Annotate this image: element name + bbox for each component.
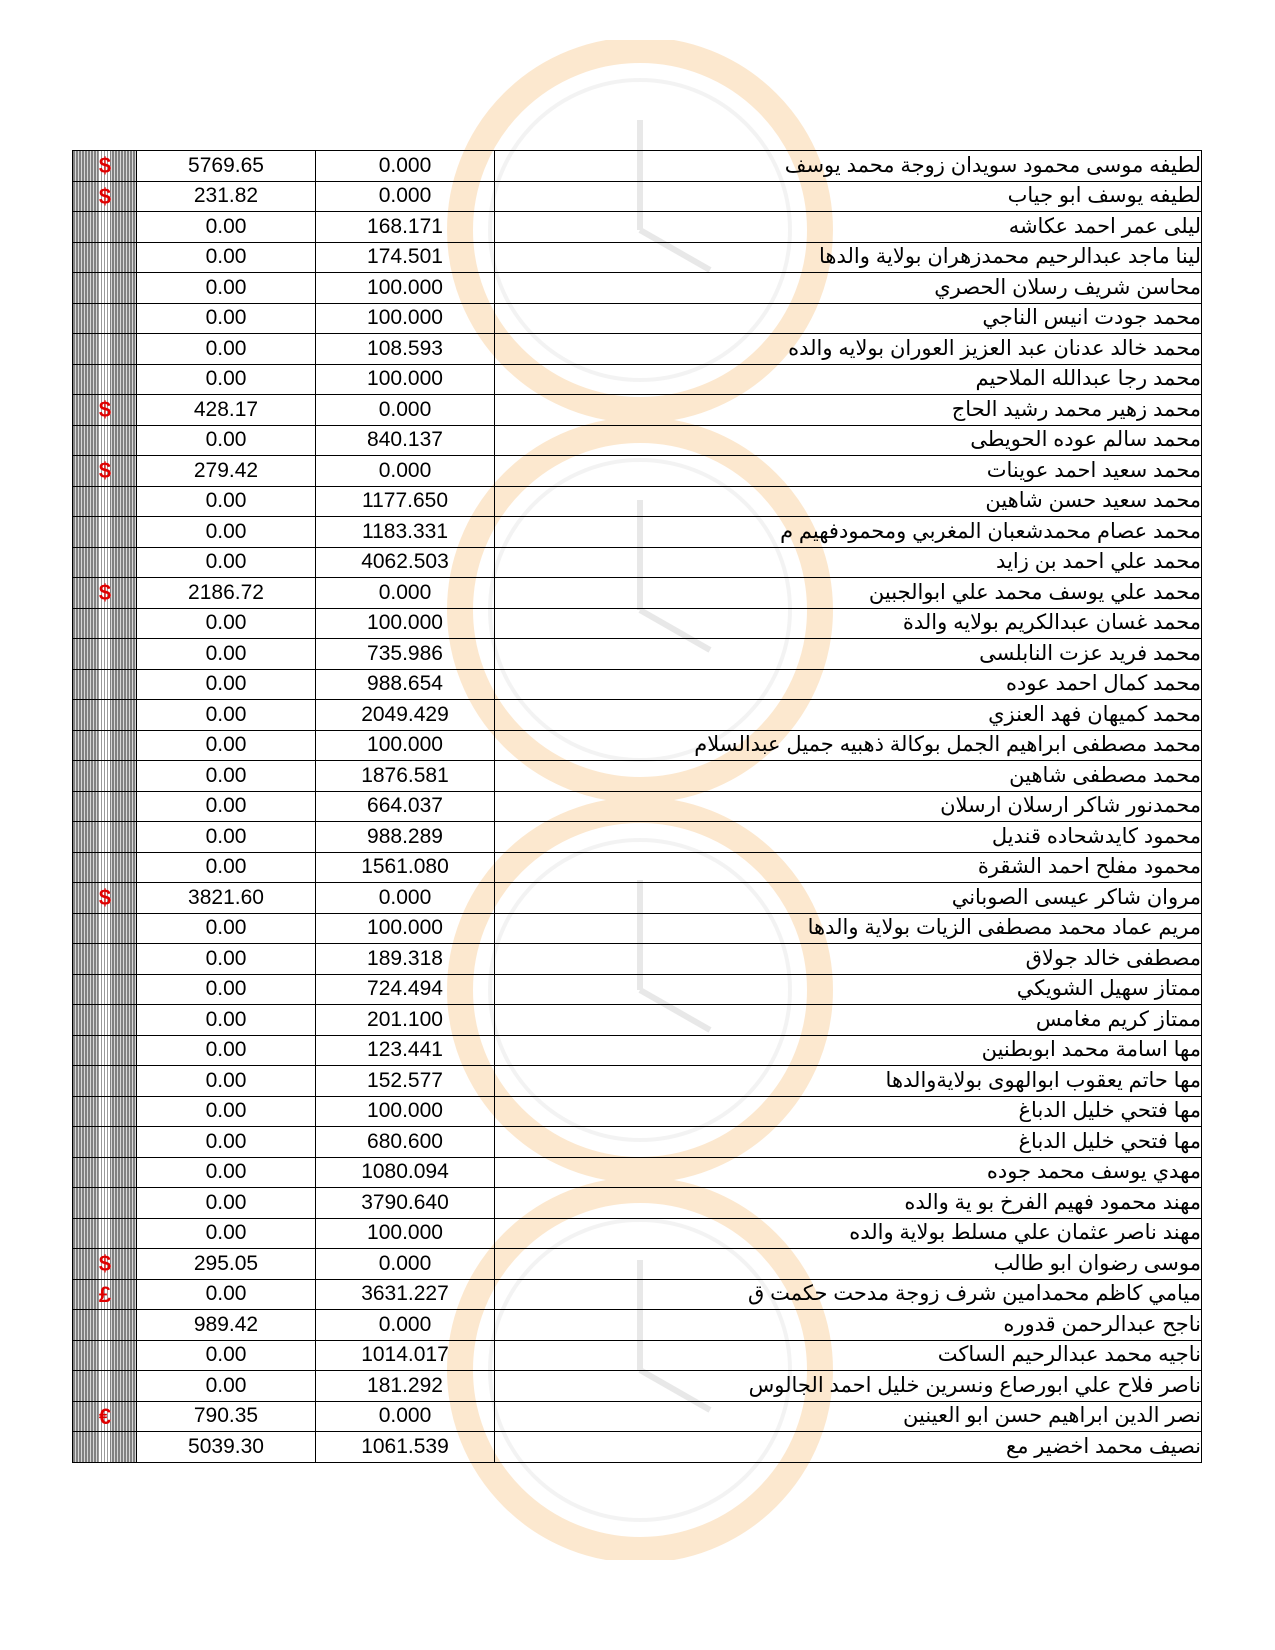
marker-band [98, 304, 110, 334]
name-cell: مها فتحي خليل الدباغ [495, 1127, 1202, 1158]
marker-band [98, 1127, 110, 1157]
name-cell: مهند ناصر عثمان علي مسلط بولاية والده [495, 1218, 1202, 1249]
table-row [73, 852, 1202, 883]
amount-cell: 0.00 [137, 1157, 316, 1188]
currency-symbol: $ [98, 885, 112, 910]
amount-cell: 0.00 [137, 944, 316, 975]
currency-marker-cell [73, 1035, 137, 1066]
name-cell: مها اسامة محمد ابوبطنين [495, 1035, 1202, 1066]
name-cell: ناصر فلاح علي ابورصاع ونسرين خليل احمد الجالوس [495, 1371, 1202, 1402]
amount-cell: 0.00 [137, 1035, 316, 1066]
currency-marker-cell [73, 700, 137, 731]
marker-band [98, 273, 110, 303]
name-cell: محمد خالد عدنان عبد العزيز العوران بولايه والده [495, 334, 1202, 365]
name-cell: محمد عصام محمدشعبان المغربي ومحمودفهيم م [495, 517, 1202, 548]
balance-cell: 152.577 [316, 1066, 495, 1097]
currency-marker-cell [73, 1401, 137, 1432]
name-cell: محمد مصطفى شاهين [495, 761, 1202, 792]
name-cell: نصيف محمد اخضير مع [495, 1432, 1202, 1463]
amount-cell: 0.00 [137, 730, 316, 761]
balance-cell: 1080.094 [316, 1157, 495, 1188]
balance-cell: 100.000 [316, 730, 495, 761]
currency-marker-cell [73, 1096, 137, 1127]
table-row [73, 151, 1202, 182]
name-cell: مروان شاكر عيسى الصوباني [495, 883, 1202, 914]
balance-cell: 988.289 [316, 822, 495, 853]
balance-cell: 0.000 [316, 1401, 495, 1432]
currency-marker-cell [73, 334, 137, 365]
amount-cell: 0.00 [137, 273, 316, 304]
table-row [73, 425, 1202, 456]
name-cell: ناجح عبدالرحمن قدوره [495, 1310, 1202, 1341]
currency-marker-cell [73, 303, 137, 334]
currency-marker-cell [73, 1066, 137, 1097]
table-row [73, 974, 1202, 1005]
amount-cell: 0.00 [137, 669, 316, 700]
balance-cell: 1561.080 [316, 852, 495, 883]
amount-cell: 0.00 [137, 517, 316, 548]
balance-cell: 168.171 [316, 212, 495, 243]
marker-band [98, 548, 110, 578]
amount-cell: 0.00 [137, 1340, 316, 1371]
balance-cell: 0.000 [316, 1249, 495, 1280]
balance-cell: 1014.017 [316, 1340, 495, 1371]
marker-band [98, 1371, 110, 1401]
amount-cell: 0.00 [137, 852, 316, 883]
table-row [73, 1005, 1202, 1036]
table-row [73, 456, 1202, 487]
amount-cell: 0.00 [137, 913, 316, 944]
balance-cell: 3790.640 [316, 1188, 495, 1219]
currency-symbol: $ [98, 153, 112, 178]
name-cell: محمد كميهان فهد العنزي [495, 700, 1202, 731]
currency-marker-cell [73, 1005, 137, 1036]
name-cell: محمد علي احمد بن زايد [495, 547, 1202, 578]
table-row [73, 1096, 1202, 1127]
table-row [73, 761, 1202, 792]
name-cell: محمد مصطفى ابراهيم الجمل بوكالة ذهبيه جميل عبدالسلام [495, 730, 1202, 761]
amount-cell: 0.00 [137, 1096, 316, 1127]
marker-band [98, 975, 110, 1005]
name-cell: محمد كمال احمد عوده [495, 669, 1202, 700]
marker-band [98, 792, 110, 822]
name-cell: محمد غسان عبدالكريم بولايه والدة [495, 608, 1202, 639]
name-cell: موسى رضوان ابو طالب [495, 1249, 1202, 1280]
balance-cell: 0.000 [316, 578, 495, 609]
currency-symbol: £ [98, 1281, 112, 1307]
amount-cell: 231.82 [137, 181, 316, 212]
amount-cell: 0.00 [137, 212, 316, 243]
amount-cell: 0.00 [137, 1066, 316, 1097]
table-row [73, 669, 1202, 700]
balance-cell: 100.000 [316, 273, 495, 304]
currency-marker-cell [73, 1279, 137, 1310]
table-row [73, 791, 1202, 822]
amount-cell: 3821.60 [137, 883, 316, 914]
table-row [73, 700, 1202, 731]
amount-cell: 0.00 [137, 700, 316, 731]
name-cell: ليلى عمر احمد عكاشه [495, 212, 1202, 243]
name-cell: لطيفه موسى محمود سويدان زوجة محمد يوسف [495, 151, 1202, 182]
balance-cell: 4062.503 [316, 547, 495, 578]
marker-band [98, 1341, 110, 1371]
amount-cell: 295.05 [137, 1249, 316, 1280]
name-cell: ممتاز كريم مغامس [495, 1005, 1202, 1036]
balance-cell: 1061.539 [316, 1432, 495, 1463]
amount-cell: 2186.72 [137, 578, 316, 609]
table-row [73, 1340, 1202, 1371]
marker-band [98, 1036, 110, 1066]
table-row [73, 364, 1202, 395]
name-cell: مها فتحي خليل الدباغ [495, 1096, 1202, 1127]
currency-marker-cell [73, 730, 137, 761]
table-row [73, 517, 1202, 548]
table-row [73, 486, 1202, 517]
table-row [73, 181, 1202, 212]
table-row [73, 303, 1202, 334]
table-row [73, 883, 1202, 914]
table-row [73, 913, 1202, 944]
currency-symbol: $ [98, 183, 112, 209]
marker-band [98, 731, 110, 761]
name-cell: مهدي يوسف محمد جوده [495, 1157, 1202, 1188]
table-row [73, 944, 1202, 975]
table-row [73, 730, 1202, 761]
amount-cell: 0.00 [137, 425, 316, 456]
name-cell: نصر الدين ابراهيم حسن ابو العينين [495, 1401, 1202, 1432]
name-cell: محمد علي يوسف محمد علي ابوالجبين [495, 578, 1202, 609]
name-cell: مها حاتم يعقوب ابوالهوى بولايةوالدها [495, 1066, 1202, 1097]
name-cell: لطيفه يوسف ابو جياب [495, 181, 1202, 212]
balance-cell: 2049.429 [316, 700, 495, 731]
currency-symbol: € [98, 1403, 112, 1429]
marker-band [98, 426, 110, 456]
amount-cell: 428.17 [137, 395, 316, 426]
balance-cell: 201.100 [316, 1005, 495, 1036]
balance-cell: 0.000 [316, 395, 495, 426]
amount-cell: 0.00 [137, 1188, 316, 1219]
amount-cell: 0.00 [137, 639, 316, 670]
name-cell: محمدنور شاكر ارسلان ارسلان [495, 791, 1202, 822]
amount-cell: 0.00 [137, 547, 316, 578]
amount-cell: 0.00 [137, 974, 316, 1005]
table-row [73, 1401, 1202, 1432]
balance-cell: 988.654 [316, 669, 495, 700]
currency-marker-cell [73, 364, 137, 395]
currency-marker-cell [73, 1218, 137, 1249]
table-row [73, 1188, 1202, 1219]
currency-marker-cell [73, 639, 137, 670]
marker-band [98, 822, 110, 852]
ledger-table [72, 150, 1202, 1463]
balance-cell: 189.318 [316, 944, 495, 975]
marker-band [98, 639, 110, 669]
table-row [73, 1279, 1202, 1310]
ledger-body [73, 151, 1202, 1463]
balance-cell: 108.593 [316, 334, 495, 365]
marker-band [98, 365, 110, 395]
marker-band [98, 517, 110, 547]
balance-cell: 3631.227 [316, 1279, 495, 1310]
amount-cell: 0.00 [137, 761, 316, 792]
table-row [73, 1371, 1202, 1402]
balance-cell: 0.000 [316, 181, 495, 212]
balance-cell: 123.441 [316, 1035, 495, 1066]
balance-cell: 100.000 [316, 364, 495, 395]
balance-cell: 724.494 [316, 974, 495, 1005]
balance-cell: 100.000 [316, 913, 495, 944]
marker-band [98, 1432, 110, 1462]
currency-marker-cell [73, 547, 137, 578]
currency-marker-cell [73, 395, 137, 426]
name-cell: مهند محمود فهيم الفرخ بو ية والده [495, 1188, 1202, 1219]
balance-cell: 1876.581 [316, 761, 495, 792]
marker-band [98, 243, 110, 273]
balance-cell: 174.501 [316, 242, 495, 273]
marker-band [98, 853, 110, 883]
marker-band [98, 1188, 110, 1218]
amount-cell: 0.00 [137, 486, 316, 517]
currency-marker-cell [73, 974, 137, 1005]
table-row [73, 212, 1202, 243]
currency-marker-cell [73, 608, 137, 639]
balance-cell: 1183.331 [316, 517, 495, 548]
table-row [73, 578, 1202, 609]
amount-cell: 0.00 [137, 334, 316, 365]
amount-cell: 0.00 [137, 1371, 316, 1402]
currency-marker-cell [73, 456, 137, 487]
marker-band [98, 1219, 110, 1249]
name-cell: محمد فريد عزت النابلسى [495, 639, 1202, 670]
marker-band [98, 212, 110, 242]
table-row [73, 822, 1202, 853]
name-cell: محمد سعيد احمد عوينات [495, 456, 1202, 487]
currency-marker-cell [73, 669, 137, 700]
balance-cell: 664.037 [316, 791, 495, 822]
amount-cell: 0.00 [137, 1005, 316, 1036]
currency-marker-cell [73, 578, 137, 609]
table-row [73, 639, 1202, 670]
table-row [73, 1310, 1202, 1341]
table-row [73, 1035, 1202, 1066]
amount-cell: 0.00 [137, 364, 316, 395]
currency-marker-cell [73, 1188, 137, 1219]
balance-cell: 100.000 [316, 1096, 495, 1127]
currency-marker-cell [73, 517, 137, 548]
currency-symbol: $ [98, 458, 112, 483]
balance-cell: 0.000 [316, 1310, 495, 1341]
marker-band [98, 761, 110, 791]
currency-marker-cell [73, 181, 137, 212]
balance-cell: 840.137 [316, 425, 495, 456]
currency-marker-cell [73, 273, 137, 304]
balance-cell: 181.292 [316, 1371, 495, 1402]
currency-marker-cell [73, 1340, 137, 1371]
table-row [73, 1218, 1202, 1249]
amount-cell: 0.00 [137, 303, 316, 334]
marker-band [98, 1310, 110, 1340]
marker-band [98, 487, 110, 517]
currency-symbol: $ [98, 397, 112, 422]
name-cell: محمد زهير محمد رشيد الحاج [495, 395, 1202, 426]
balance-cell: 0.000 [316, 883, 495, 914]
table-row [73, 1157, 1202, 1188]
table-row [73, 547, 1202, 578]
name-cell: مريم عماد محمد مصطفى الزيات بولاية والدها [495, 913, 1202, 944]
table-row [73, 273, 1202, 304]
currency-marker-cell [73, 1127, 137, 1158]
table-row [73, 1249, 1202, 1280]
name-cell: مصطفى خالد جولاق [495, 944, 1202, 975]
name-cell: محمود كايدشحاده قنديل [495, 822, 1202, 853]
currency-symbol: $ [98, 1251, 112, 1276]
currency-marker-cell [73, 212, 137, 243]
balance-cell: 735.986 [316, 639, 495, 670]
amount-cell: 790.35 [137, 1401, 316, 1432]
currency-marker-cell [73, 791, 137, 822]
currency-marker-cell [73, 944, 137, 975]
amount-cell: 5769.65 [137, 151, 316, 182]
table-row [73, 1127, 1202, 1158]
table-row [73, 242, 1202, 273]
marker-band [98, 334, 110, 364]
marker-band [98, 700, 110, 730]
balance-cell: 680.600 [316, 1127, 495, 1158]
amount-cell: 0.00 [137, 1218, 316, 1249]
marker-band [98, 914, 110, 944]
name-cell: ممتاز سهيل الشويكي [495, 974, 1202, 1005]
currency-marker-cell [73, 1249, 137, 1280]
table-row [73, 1432, 1202, 1463]
table-row [73, 1066, 1202, 1097]
name-cell: لينا ماجد عبدالرحيم محمدزهران بولاية والدها [495, 242, 1202, 273]
name-cell: ميامي كاظم محمدامين شرف زوجة مدحت حكمت ق [495, 1279, 1202, 1310]
amount-cell: 0.00 [137, 1279, 316, 1310]
currency-marker-cell [73, 761, 137, 792]
marker-band [98, 1097, 110, 1127]
amount-cell: 0.00 [137, 1127, 316, 1158]
currency-marker-cell [73, 852, 137, 883]
currency-marker-cell [73, 883, 137, 914]
amount-cell: 0.00 [137, 242, 316, 273]
currency-marker-cell [73, 1432, 137, 1463]
marker-band [98, 1158, 110, 1188]
name-cell: محمود مفلح احمد الشقرة [495, 852, 1202, 883]
balance-cell: 0.000 [316, 456, 495, 487]
amount-cell: 5039.30 [137, 1432, 316, 1463]
name-cell: محاسن شريف رسلان الحصري [495, 273, 1202, 304]
currency-marker-cell [73, 822, 137, 853]
marker-band [98, 1005, 110, 1035]
balance-cell: 100.000 [316, 608, 495, 639]
table-row [73, 334, 1202, 365]
currency-marker-cell [73, 425, 137, 456]
currency-marker-cell [73, 1157, 137, 1188]
currency-marker-cell [73, 913, 137, 944]
currency-marker-cell [73, 1371, 137, 1402]
currency-marker-cell [73, 1310, 137, 1341]
amount-cell: 989.42 [137, 1310, 316, 1341]
balance-cell: 100.000 [316, 1218, 495, 1249]
marker-band [98, 944, 110, 974]
currency-marker-cell [73, 486, 137, 517]
marker-band [98, 1066, 110, 1096]
amount-cell: 0.00 [137, 608, 316, 639]
balance-cell: 0.000 [316, 151, 495, 182]
name-cell: محمد سالم عوده الحويطى [495, 425, 1202, 456]
name-cell: محمد رجا عبدالله الملاحيم [495, 364, 1202, 395]
marker-band [98, 670, 110, 700]
name-cell: محمد سعيد حسن شاهين [495, 486, 1202, 517]
name-cell: ناجيه محمد عبدالرحيم الساكت [495, 1340, 1202, 1371]
amount-cell: 279.42 [137, 456, 316, 487]
marker-band [98, 609, 110, 639]
amount-cell: 0.00 [137, 822, 316, 853]
name-cell: محمد جودت انيس الناجي [495, 303, 1202, 334]
currency-marker-cell [73, 242, 137, 273]
balance-cell: 100.000 [316, 303, 495, 334]
currency-marker-cell [73, 151, 137, 182]
amount-cell: 0.00 [137, 791, 316, 822]
table-row [73, 608, 1202, 639]
balance-cell: 1177.650 [316, 486, 495, 517]
currency-symbol: $ [98, 580, 112, 605]
table-row [73, 395, 1202, 426]
